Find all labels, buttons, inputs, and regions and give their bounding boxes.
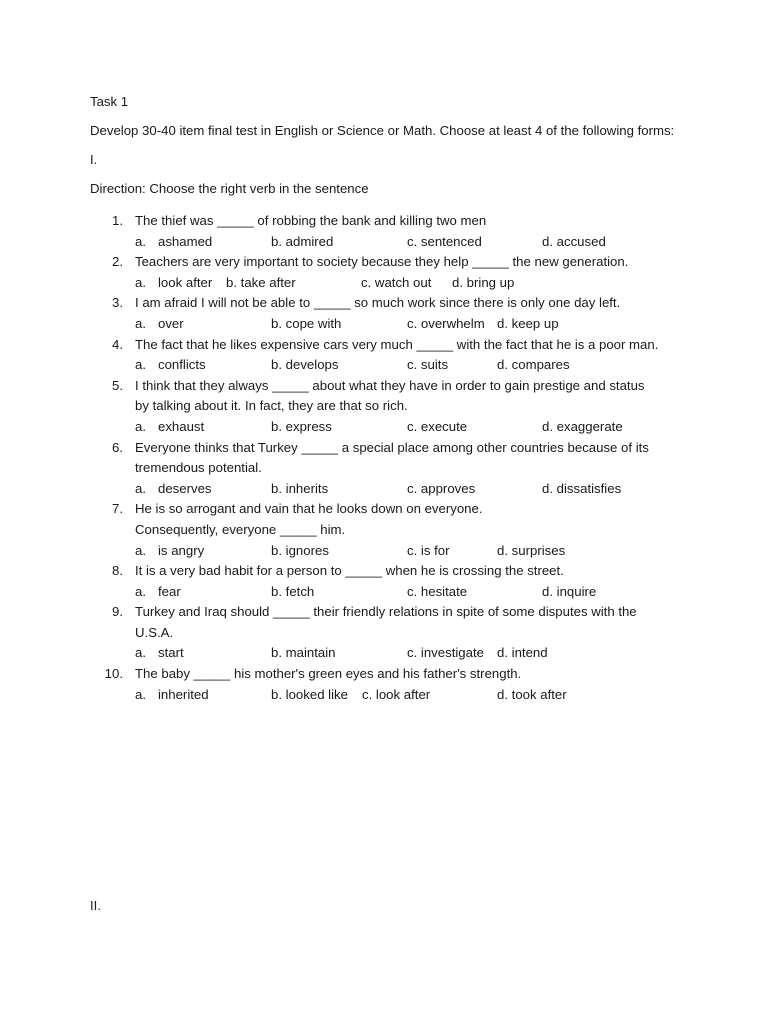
task-instruction: Develop 30-40 item final test in English or Science or Math. Choose at least 4 of the following forms:	[90, 123, 675, 138]
option-a-letter: a.	[135, 480, 146, 496]
option-a-letter: a.	[135, 583, 146, 599]
answer-option: deserves	[158, 480, 212, 496]
question-stem: Everyone thinks that Turkey _____ a special place among other countries because of its	[135, 439, 649, 455]
answer-option: d. accused	[542, 233, 606, 249]
question-stem: Turkey and Iraq should _____ their friendly relations in spite of some disputes with the	[135, 604, 637, 620]
question-stem: It is a very bad habit for a person to _____ when he is crossing the street.	[135, 563, 564, 579]
question-number: 10.	[104, 666, 123, 682]
answer-option: b. looked like	[271, 686, 348, 702]
answer-option: inherited	[158, 686, 209, 702]
answer-option: d. exaggerate	[542, 418, 623, 434]
question-number: 3.	[112, 295, 123, 311]
answer-option: d. compares	[497, 357, 570, 373]
answer-option: b. take after	[226, 274, 296, 290]
question-item	[0, 376, 768, 438]
question-item	[0, 561, 768, 602]
answer-option: c. sentenced	[407, 233, 482, 249]
answer-option: d. inquire	[542, 583, 597, 599]
question-item	[0, 252, 768, 293]
answer-option: c. overwhelm	[407, 315, 485, 331]
option-row	[0, 685, 768, 706]
answer-option: c. approves	[407, 480, 476, 496]
option-row	[0, 355, 768, 376]
answer-option: d. surprises	[497, 542, 566, 558]
answer-option: b. admired	[271, 233, 334, 249]
question-stem: The thief was _____ of robbing the bank and killing two men	[135, 213, 487, 228]
question-stem: The fact that he likes expensive cars very much _____ with the fact that he is a poor man.	[135, 336, 659, 352]
question-item	[0, 602, 768, 664]
answer-option: is angry	[158, 542, 205, 558]
section-two-label: II.	[90, 898, 101, 913]
question-item	[0, 664, 768, 705]
answer-option: d. bring up	[452, 274, 515, 290]
question-item	[0, 211, 768, 252]
answer-option: c. is for	[407, 542, 450, 558]
answer-option: look after	[158, 274, 213, 290]
question-list	[0, 211, 768, 705]
question-stem: I am afraid I will not be able to _____ so much work since there is only one day left.	[135, 295, 621, 311]
answer-option: c. hesitate	[407, 583, 468, 599]
question-stem: U.S.A.	[135, 624, 174, 640]
question-stem: He is so arrogant and vain that he looks down on everyone.	[135, 501, 483, 517]
question-item	[0, 335, 768, 376]
answer-option: c. execute	[407, 418, 468, 434]
option-row	[0, 232, 768, 253]
question-stem: Consequently, everyone _____ him.	[135, 521, 346, 537]
answer-option: d. dissatisfies	[542, 480, 622, 496]
answer-option: conflicts	[158, 357, 206, 373]
option-row	[0, 417, 768, 438]
option-row	[0, 479, 768, 500]
answer-option: b. inherits	[271, 480, 329, 496]
question-number: 6.	[112, 439, 123, 455]
answer-option: d. keep up	[497, 315, 559, 331]
question-number: 1.	[112, 213, 123, 228]
answer-option: exhaust	[158, 418, 205, 434]
answer-option: over	[158, 315, 184, 331]
answer-option: b. develops	[271, 357, 339, 373]
answer-option: c. investigate	[407, 645, 484, 661]
question-number: 8.	[112, 563, 123, 579]
option-a-letter: a.	[135, 645, 146, 661]
question-number: 4.	[112, 336, 123, 352]
option-a-letter: a.	[135, 233, 146, 249]
option-a-letter: a.	[135, 315, 146, 331]
question-number: 7.	[112, 501, 123, 517]
option-a-letter: a.	[135, 274, 146, 290]
answer-option: b. ignores	[271, 542, 329, 558]
answer-option: b. fetch	[271, 583, 315, 599]
question-stem: The baby _____ his mother's green eyes and his father's strength.	[135, 666, 522, 682]
answer-option: start	[158, 645, 184, 661]
question-item	[0, 438, 768, 500]
option-row	[0, 314, 768, 335]
answer-option: ashamed	[158, 233, 213, 249]
question-item	[0, 499, 768, 561]
direction-text: Direction: Choose the right verb in the sentence	[90, 181, 369, 196]
question-number: 9.	[112, 604, 123, 620]
option-a-letter: a.	[135, 542, 146, 558]
task-title: Task 1	[90, 94, 129, 109]
option-a-letter: a.	[135, 686, 146, 702]
answer-option: c. watch out	[361, 274, 432, 290]
option-row	[0, 643, 768, 664]
question-number: 5.	[112, 377, 123, 393]
question-stem: I think that they always _____ about what they have in order to gain prestige and status	[135, 377, 645, 393]
question-stem: Teachers are very important to society because they help _____ the new generation.	[135, 254, 629, 270]
section-one-label: I.	[90, 152, 98, 167]
option-row	[0, 541, 768, 562]
option-a-letter: a.	[135, 418, 146, 434]
question-number: 2.	[112, 254, 123, 270]
answer-option: b. express	[271, 418, 332, 434]
answer-option: fear	[158, 583, 181, 599]
answer-option: b. cope with	[271, 315, 342, 331]
option-a-letter: a.	[135, 357, 146, 373]
answer-option: c. suits	[407, 357, 449, 373]
answer-option: b. maintain	[271, 645, 336, 661]
option-row	[0, 582, 768, 603]
answer-option: c. look after	[362, 686, 431, 702]
answer-option: d. took after	[497, 686, 567, 702]
question-stem: tremendous potential.	[135, 460, 262, 476]
option-row	[0, 273, 768, 294]
question-stem: by talking about it. In fact, they are that so rich.	[135, 398, 408, 414]
answer-option: d. intend	[497, 645, 548, 661]
question-item	[0, 293, 768, 334]
